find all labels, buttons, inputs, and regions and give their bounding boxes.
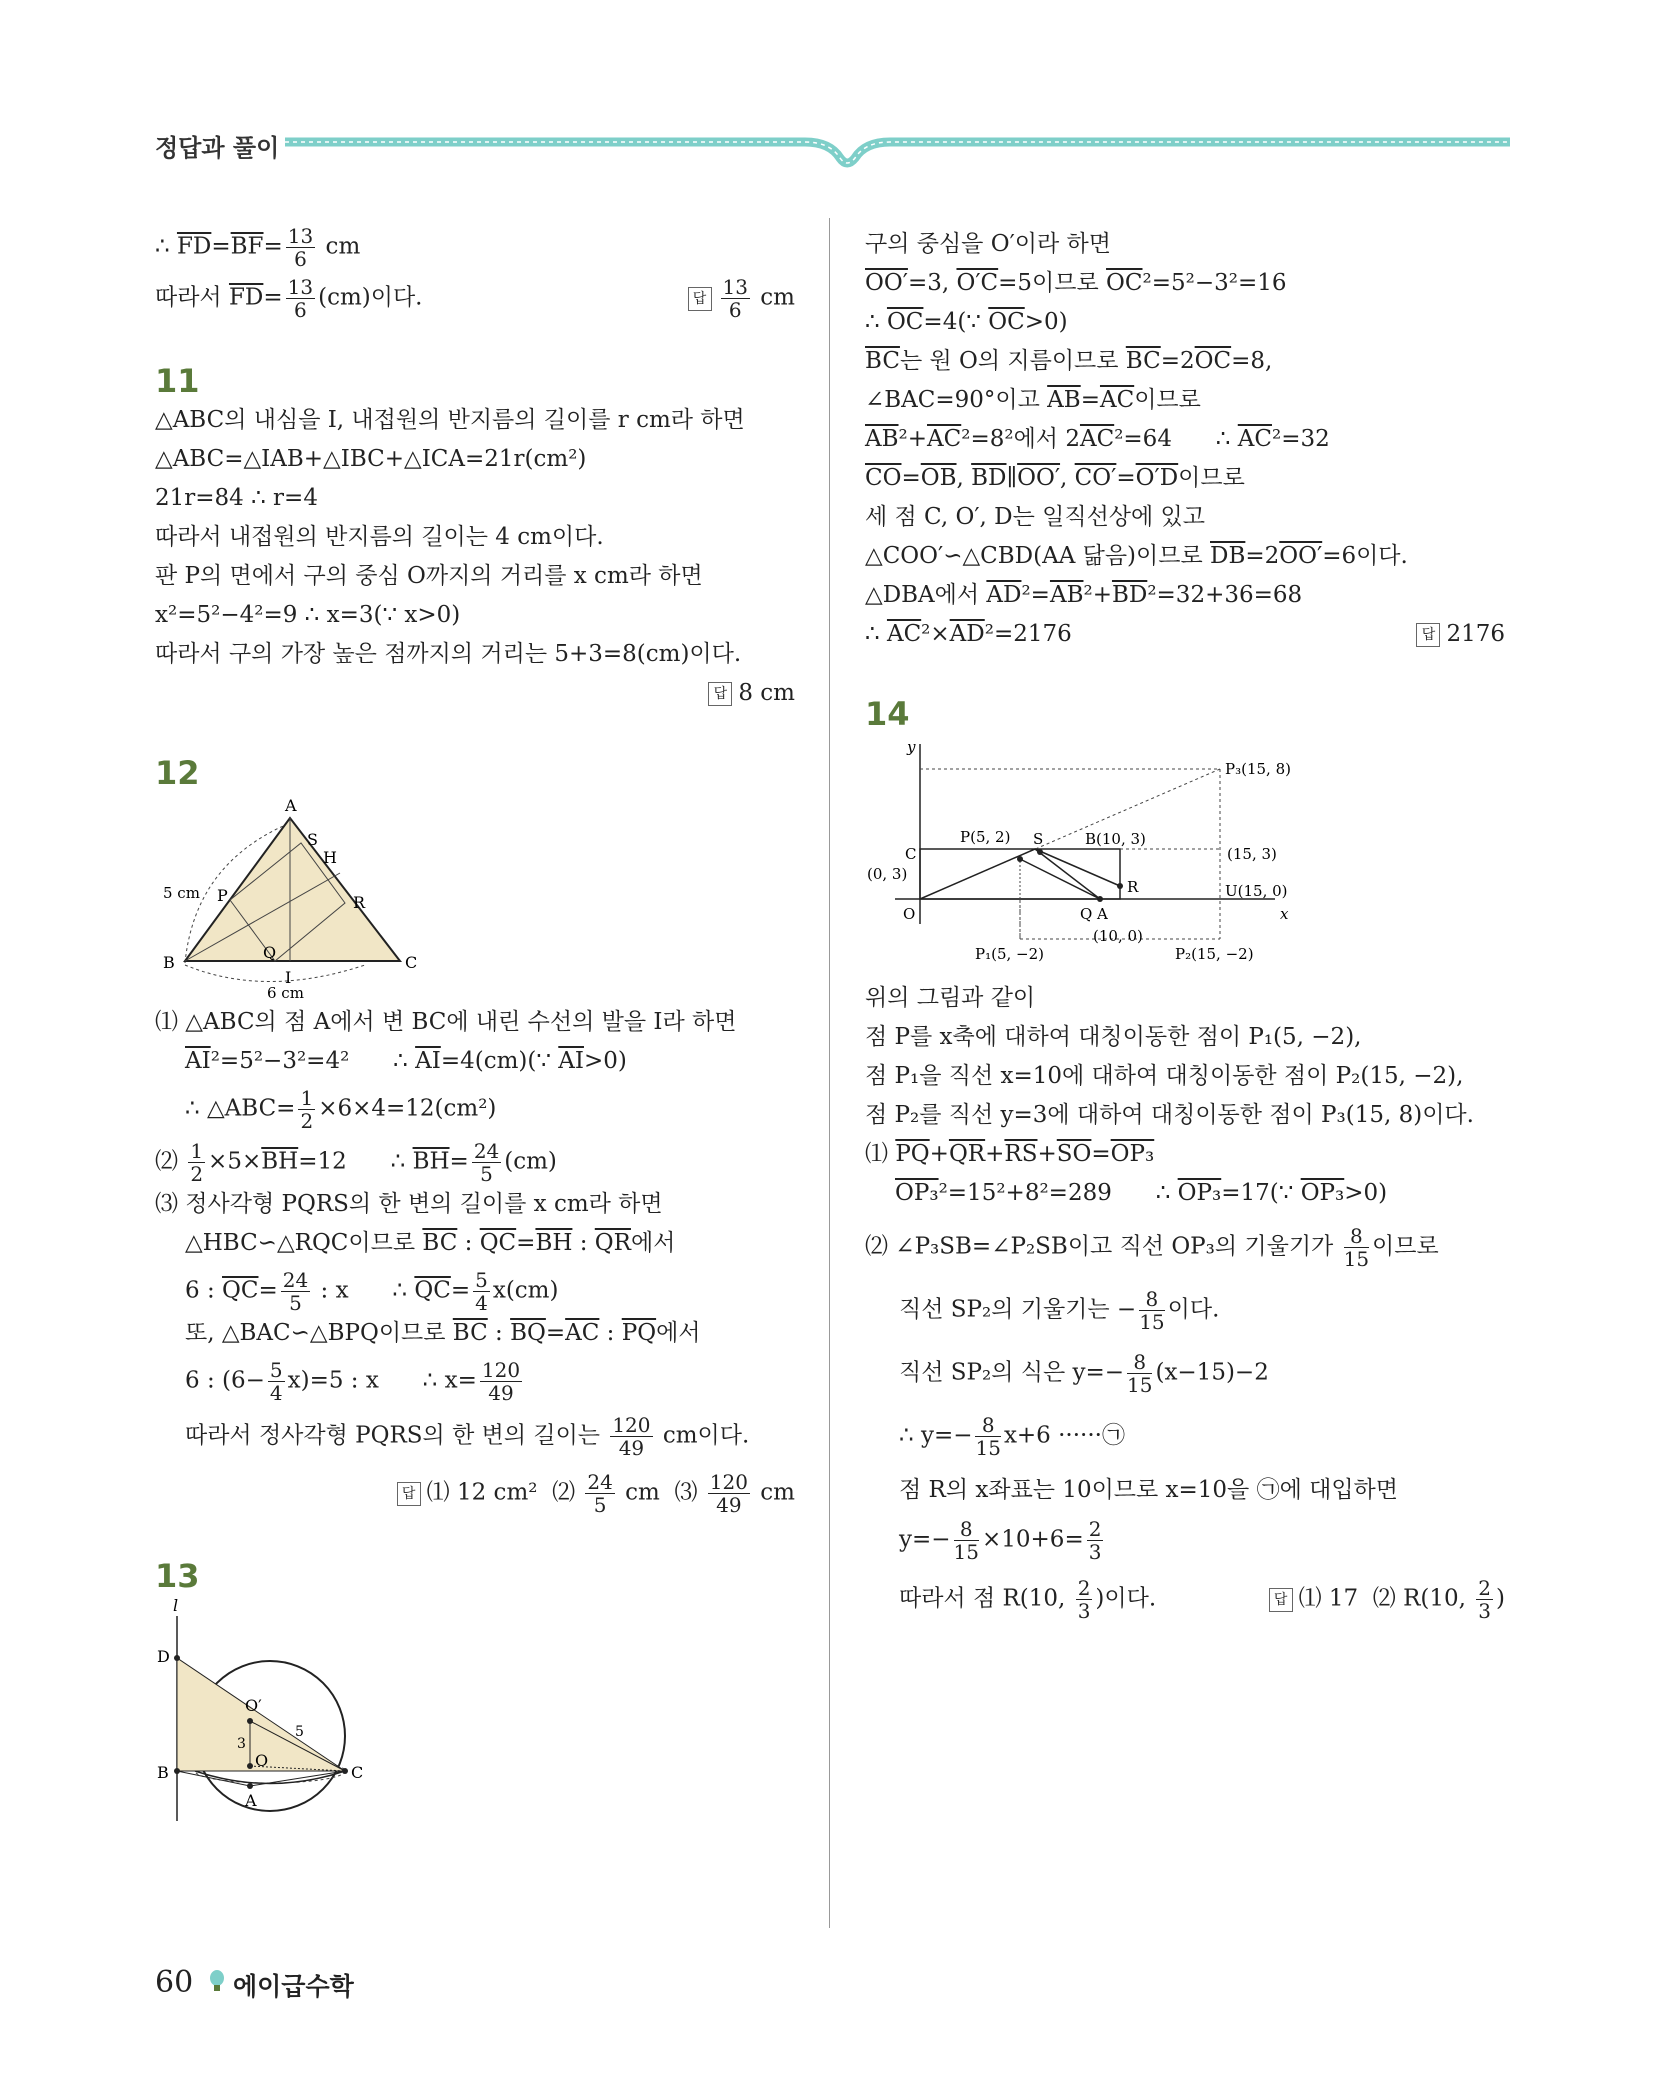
- p13-line-9: △COO′∽△CBD(AA 닮음)이므로 $\overline{DB}=2OO'=6$이다.: [865, 543, 1408, 569]
- label-H: H: [323, 848, 337, 867]
- p11-answer: 답 8 cm: [155, 674, 795, 713]
- answer-tag: 답: [688, 287, 712, 311]
- column-divider: [829, 218, 830, 1928]
- p13-line-1: 구의 중심을 O′이라 하면: [865, 231, 1111, 257]
- label-S: S: [307, 830, 318, 849]
- prev-line-2: 따라서 $\overline{FD}=$ $\frac{13}{6}$ (cm)이다. 답 $\frac{13}{6}$ cm: [155, 275, 795, 322]
- label-U: U(15, 0): [1225, 882, 1288, 900]
- label-P1: P₁(5, −2): [975, 945, 1045, 963]
- p12-line-1: ⑴ △ABC의 점 A에서 변 BC에 내린 수선의 발을 I라 하면: [155, 1009, 737, 1035]
- p12-line-3: ∴ △ABC= $\frac{1}{2}$ ×6×4=12(cm²): [185, 1086, 497, 1133]
- p13-line-6: $\overline{AB}^2+\overline{AC}^2=8^2$에서 $2\overline{AC}^2=64$ ∴ $\overline{AC}^2=32$: [865, 426, 1330, 452]
- p11-line-7: 따라서 구의 가장 높은 점까지의 거리는 5+3=8(cm)이다.: [155, 641, 742, 667]
- p13-line-2: OO′=3, O′C=5이므로 $\overline{OC}^2=5^2-3^2=16$: [865, 270, 1287, 296]
- p13-line-8: 세 점 C, O′, D는 일직선상에 있고: [865, 504, 1205, 530]
- p14-line-4: 점 P₂를 직선 y=3에 대하여 대칭이동한 점이 P₃(15, 8)이다.: [865, 1102, 1474, 1128]
- axis-y: y: [907, 738, 916, 756]
- p12-line-5: ⑶ 정사각형 PQRS의 한 변의 길이를 x cm라 하면: [155, 1191, 663, 1217]
- label-R14: R: [1127, 878, 1139, 896]
- p14-line-5: ⑴ $\overline{PQ}+\overline{QR}+\overline{RS}+\overline{SO}=OP_3$: [865, 1141, 1155, 1167]
- label-03: (0, 3): [867, 865, 908, 883]
- p11-line-4: 따라서 내접원의 반지름의 길이는 4 cm이다.: [155, 524, 604, 550]
- p11-line-3: 21r=84 ∴ r=4: [155, 485, 318, 511]
- label-R: R: [353, 893, 366, 912]
- problem-number-11: 11: [155, 362, 200, 400]
- p14-line-10: ∴ y=− $\frac{8}{15}$ x+6 ······㉠: [899, 1413, 1125, 1460]
- p14-line-8: 직선 SP₂의 기울기는 − $\frac{8}{15}$ 이다.: [899, 1287, 1220, 1334]
- label-153: (15, 3): [1227, 845, 1277, 863]
- label-C14: C: [905, 845, 917, 863]
- section-title: 정답과 풀이: [155, 134, 280, 162]
- label-Q: Q: [263, 943, 277, 962]
- p13-line-11: ∴ $\overline{AC}^2\times\overline{AD}^2=2176$ 답 2176: [865, 615, 1505, 654]
- p12-line-8: 또, △BAC∽△BPQ이므로 $\overline{BC}$ : $\overline{BQ}=\overline{AC}$ : $\overline{PQ}$에서: [185, 1320, 701, 1346]
- p14-answer: 답 ⑴ 17 ⑵ R(10, $\frac{2}{3}$ ): [1269, 1577, 1505, 1622]
- p12-line-6: △HBC∽△RQC이므로 $\overline{BC}$ : $\overline{QC}=\overline{BH}$ : $\overline{QR}$에서: [185, 1230, 676, 1256]
- problem-number-12: 12: [155, 754, 200, 792]
- p12-line-9: 6 : (6− $\frac{5}{4}$ x)=5 : x ∴ x= $\frac{120}{49}$: [185, 1358, 521, 1405]
- p12-line-4: ⑵ $\frac{1}{2}$ $\times 5\times\overline{BH}=12$ ∴ $\overline{BH}=$ $\frac{24}{5}$ (cm): [155, 1139, 557, 1186]
- p14-line-1: 위의 그림과 같이: [865, 985, 1036, 1011]
- label-P3: P₃(15, 8): [1225, 760, 1291, 778]
- p11-line-6: x²=5²−4²=9 ∴ x=3(∵ x>0): [155, 602, 461, 628]
- p12-answer: 답 ⑴ 12 cm² ⑵ $\frac{24}{5}$ cm ⑶ $\frac{120}{49}$ cm: [155, 1471, 795, 1516]
- p14-line-2: 점 P를 x축에 대하여 대칭이동한 점이 P₁(5, −2),: [865, 1024, 1362, 1050]
- page-number: 60: [155, 1965, 194, 2000]
- label-A14: A: [1097, 905, 1108, 923]
- prev-line-1: ∴ $\overline{FD}=\overline{BF}=$ $\frac{13}{6}$ cm: [155, 224, 361, 271]
- p14-line-7: ⑵ ∠P₃SB=∠P₂SB이고 직선 OP₃의 기울기가 $\frac{8}{15}$ 이므로: [865, 1224, 1439, 1271]
- p13-line-10: △DBA에서 $\overline{AD}^2=\overline{AB}^2+\overline{BD}^2=32+36=68$: [865, 582, 1303, 608]
- triangle-figure: [155, 793, 455, 1003]
- header-wave-line: [285, 120, 1510, 180]
- label-B: B: [163, 953, 175, 972]
- p11-line-1: △ABC의 내심을 I, 내접원의 반지름의 길이를 r cm라 하면: [155, 407, 745, 433]
- p13-line-4: $\overline{BC}$는 원 O의 지름이므로 $\overline{BC}=2\overline{OC}=8$,: [865, 348, 1273, 374]
- p14-line-12: y=− $\frac{8}{15}$ ×10+6= $\frac{2}{3}$: [899, 1517, 1102, 1564]
- label-P2: P₂(15, −2): [1175, 945, 1254, 963]
- label-B14: B(10, 3): [1085, 830, 1146, 848]
- label-Q14: Q: [1080, 905, 1093, 923]
- brand-name: 에이급수학: [233, 1972, 354, 2001]
- p14-line-3: 점 P₁을 직선 x=10에 대하여 대칭이동한 점이 P₂(15, −2),: [865, 1063, 1464, 1089]
- p12-line-7: 6 : $\overline{QC}=$ $\frac{24}{5}$ : x ∴ $\overline{QC}=$ $\frac{5}{4}$ x(cm): [185, 1268, 559, 1315]
- label-A: A: [285, 796, 297, 815]
- p14-line-13: 따라서 점 R(10, $\frac{2}{3}$ )이다. 답 ⑴ 17 ⑵ R(10, $\frac{2}{3}$ ): [899, 1576, 1505, 1623]
- label-3: 3: [237, 1736, 246, 1752]
- axis-x: x: [1280, 905, 1289, 923]
- p11-line-2: △ABC=△IAB+△IBC+△ICA=21r(cm²): [155, 446, 587, 472]
- label-5: 5: [295, 1724, 304, 1740]
- p11-line-5: 판 P의 면에서 구의 중심 O까지의 거리를 x cm라 하면: [155, 563, 703, 589]
- p14-line-9: 직선 SP₂의 식은 y=− $\frac{8}{15}$ (x−15)−2: [899, 1350, 1269, 1397]
- label-A13: A: [245, 1791, 257, 1810]
- p13-line-5: ∠BAC=90°이고 $\overline{AB}=\overline{AC}$이므로: [865, 387, 1201, 413]
- prev-answer: 답 $\frac{13}{6}$ cm: [688, 276, 795, 321]
- label-C13: C: [351, 1763, 364, 1782]
- label-D: D: [157, 1647, 170, 1666]
- left-column: [155, 225, 795, 1826]
- label-S14: S: [1033, 830, 1044, 848]
- p14-line-11: 점 R의 x좌표는 10이므로 x=10을 ㉠에 대입하면: [899, 1477, 1398, 1503]
- label-I: I: [285, 968, 292, 987]
- label-B13: B: [157, 1763, 169, 1782]
- label-O2: O′: [245, 1696, 262, 1715]
- problem-number-13: 13: [155, 1557, 200, 1595]
- p13-line-7: $\overline{CO}=\overline{OB}$, $\overline{BD}\parallel OO'$, CO′=O′D이므로: [865, 465, 1245, 491]
- label-O: O: [255, 1751, 269, 1770]
- bulb-icon: [207, 1969, 227, 1995]
- right-column: [865, 225, 1505, 1622]
- label-P: P: [217, 886, 228, 905]
- label-A100: (10, 0): [1093, 927, 1143, 945]
- p12-line-2: $\overline{AI}^2=5^2-3^2=4^2$ ∴ $\overline{AI}=4(cm)(\because$ $\overline{AI}>0$): [185, 1048, 627, 1074]
- label-base: 6 cm: [267, 984, 304, 1002]
- problem-number-14: 14: [865, 695, 910, 733]
- p13-answer: 답 2176: [1416, 615, 1505, 654]
- sphere-figure: [155, 1596, 385, 1826]
- label-l: l: [173, 1596, 179, 1615]
- coordinate-figure: [865, 734, 1325, 979]
- label-P: P(5, 2): [960, 828, 1011, 846]
- label-C: C: [405, 953, 418, 972]
- label-side: 5 cm: [163, 884, 200, 902]
- p12-line-10: 따라서 정사각형 PQRS의 한 변의 길이는 $\frac{120}{49}$ cm이다.: [185, 1413, 750, 1460]
- p13-line-3: ∴ $\overline{OC}=4(\because$ $\overline{OC}>0$): [865, 309, 1068, 335]
- label-origin: O: [903, 905, 916, 923]
- p14-line-6: OP₃²=15²+8²=289 ∴ OP₃=17(∵ OP₃>0): [895, 1180, 1388, 1206]
